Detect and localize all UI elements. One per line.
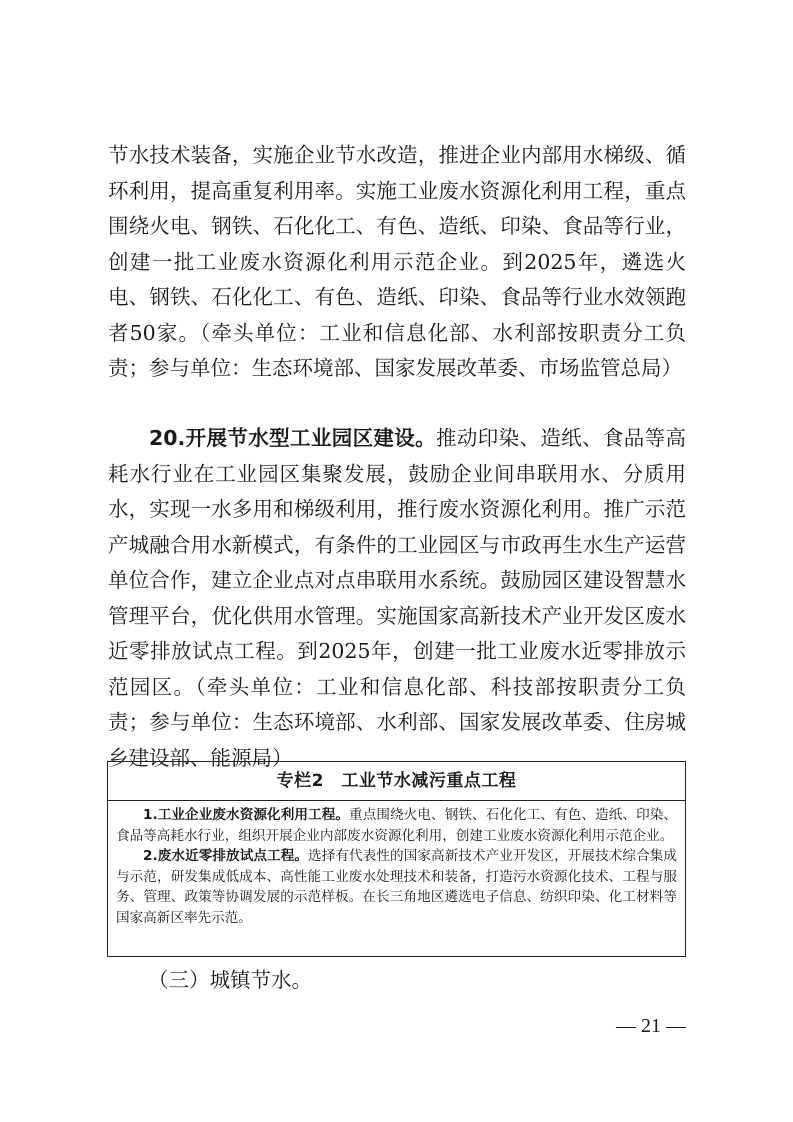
box-item-2 — [116, 846, 677, 928]
section-subheading: （三）城镇节水。 — [148, 968, 312, 992]
body-paragraph-2 — [108, 421, 686, 776]
paragraph-2-heading: 20.开展节水型工业园区建设。 — [149, 426, 437, 450]
paragraph-2-body: 推动印染、造纸、食品等高耗水行业在工业园区集聚发展，鼓励企业间串联用水、分质用水，实现一水多用和梯级利用，推行废水资源化利用。推广示范产城融合用水新模式，有条件的工业园区与市政再生水生产运营单位合作，建立企业点对点串联用水系统。鼓励园区建设智慧水管理平台，优化供用水管理。实施国家高新技术产业开发区废水近零排放试点工程。到2025年，创建一批工业废水近零排放示范园区。（牵头单位：工业和信息化部、科技部按职责分工负责；参与单位：生态环境部、水利部、国家发展改革委、住房城乡建设部、能源局） — [108, 426, 686, 770]
body-paragraph-1: 节水技术装备，实施企业节水改造，推进企业内部用水梯级、循环利用，提高重复利用率。实施工业废水资源化利用工程，重点围绕火电、钢铁、石化化工、有色、造纸、印染、食品等行业，创建一批工业废水资源化利用示范企业。到2025年，遴选火电、钢铁、石化化工、有色、造纸、印染、食品等行业水效领跑者50家。（牵头单位：工业和信息化部、水利部按职责分工负责；参与单位：生态环境部、国家发展改革委、市场监管总局） — [108, 143, 686, 380]
page-number: — 21 — — [616, 1015, 686, 1037]
box-title: 专栏2 工业节水减污重点工程 — [108, 762, 685, 801]
special-column-box — [107, 761, 686, 957]
box-item-2-body: 选择有代表性的国家高新技术产业开发区，开展技术综合集成与示范，研发集成低成本、高性能工业废水处理技术和装备，打造污水资源化技术、工程与服务、管理、政策等协调发展的示范样板。在长三角地区遴选电子信息、纺织印染、化工材料等国家高新区率先示范。 — [116, 848, 678, 926]
box-item-1 — [116, 805, 677, 846]
box-item-1-heading: 1.工业企业废水资源化利用工程。 — [143, 807, 350, 823]
box-item-1-body: 重点围绕火电、钢铁、石化化工、有色、造纸、印染、食品等高耗水行业，组织开展企业内部废水资源化利用，创建工业废水资源化利用示范企业。 — [116, 807, 677, 844]
box-body — [108, 801, 685, 928]
box-item-2-heading: 2.废水近零排放试点工程。 — [143, 848, 309, 864]
